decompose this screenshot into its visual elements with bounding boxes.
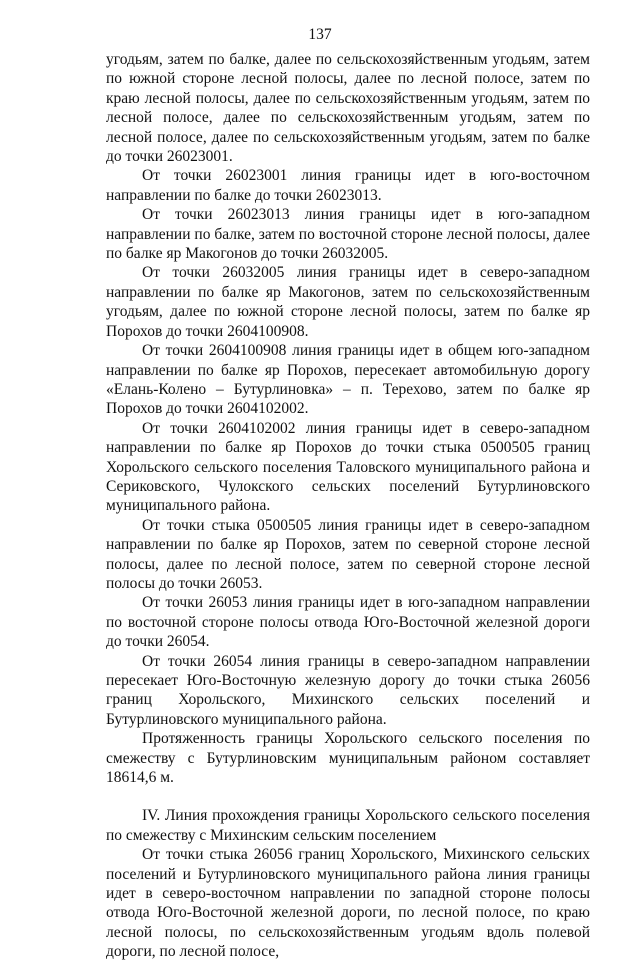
section-spacer xyxy=(106,787,590,806)
page-number: 137 xyxy=(308,26,332,43)
paragraph: От точки 2604102002 линия границы идет в северо-западном направлении по балке яр Порохов до точки стыка 0500505 границ Хорольского сельского поселения Таловского муниципального района и Сериковского, Чулокского сельских поселений Бутурлиновского муниципального района. xyxy=(106,419,590,515)
paragraph: От точки 26053 линия границы идет в юго-западном направлении по восточной стороне полосы отвода Юго-Восточной железной дороги до точки 26054. xyxy=(106,594,590,651)
paragraph: От точки стыка 0500505 линия границы идет в северо-западном направлении по балке яр Порохов, затем по северной стороне лесной полосы, далее по лесной полосе, затем по северной стороне лесной полосы до точки 26053. xyxy=(106,516,590,592)
section-paragraph: От точки стыка 26056 границ Хорольского, Михинского сельских поселений и Бутурлиновского муниципального района линия границы идет в северо-восточном направлении по западной стороне полосы отвода Юго-Восточной железной дороги, по лесной полосе, по краю лесной полосы, по сельскохозяйственным угодьям вдоль полевой дороги, по лесной полосе, xyxy=(106,846,590,961)
paragraph: От точки 2604100908 линия границы идет в общем юго-западном направлении по балке яр Порохов, пересекает автомобильную дорогу «Елань-Колено – Бутурлиновка» – п. Терехово, затем по балке яр Порохов до точки 2604102002. xyxy=(106,342,590,418)
section-heading: IV. Линия прохождения границы Хорольского сельского поселения по смежеству с Михинским сельским поселением xyxy=(106,807,590,844)
boundary-length-summary: Протяженность границы Хорольского сельского поселения по смежеству с Бутурлиновским муниципальным районом составляет 18614,6 м. xyxy=(106,730,590,787)
document-body xyxy=(106,50,590,962)
paragraph: От точки 26023013 линия границы идет в юго-западном направлении по балке, затем по восточной стороне лесной полосы, далее по балке яр Макогонов до точки 26032005. xyxy=(106,206,590,263)
paragraph: От точки 26054 линия границы в северо-западном направлении пересекает Юго-Восточную железную дорогу до точки стыка 26056 границ Хорольского, Михинского сельских поселений и Бутурлиновского муниципального района. xyxy=(106,652,590,728)
paragraph: От точки 26023001 линия границы идет в юго-восточном направлении по балке до точки 26023013. xyxy=(106,167,590,204)
paragraph-continuation: угодьям, затем по балке, далее по сельскохозяйственным угодьям, затем по южной стороне лесной полосы, далее по лесной полосе, затем по краю лесной полосы, далее по сельскохозяйственным угодьям, затем по лесной полосе, далее по сельскохозяйственным угодьям, затем по лесной полосе, далее по сельскохозяйственным угодьям, затем по балке до точки 26023001. xyxy=(106,51,590,166)
paragraph: От точки 26032005 линия границы идет в северо-западном направлении по балке яр Макогонов, затем по сельскохозяйственным угодьям, далее по южной стороне лесной полосы, затем по балке яр Порохов до точки 2604100908. xyxy=(106,264,590,340)
